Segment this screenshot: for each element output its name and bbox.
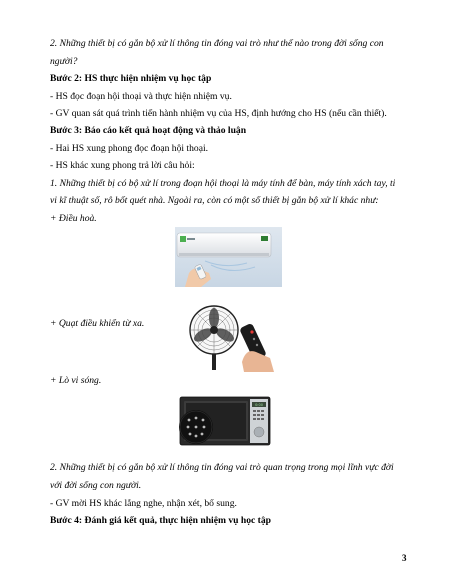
step-2-heading: Bước 2: HS thực hiện nhiệm vụ học tập [50,73,212,84]
step-3-heading: Bước 3: Báo cáo kết quả hoạt động và thảo luận [50,125,247,136]
page-number: 3 [402,553,407,563]
answer-1-line-2: vi kĩ thuật số, rô bốt quét nhà. Ngoài ra, còn có một số thiết bị gắn bộ xử lí khác như: [50,195,379,206]
step-3-item-1: - Hai HS xung phong đọc đoạn hội thoại. [50,143,209,154]
item-air-conditioner: + Điều hoà. [50,213,97,224]
answer-1-line-1: 1. Những thiết bị có bộ xử lí trong đoạn hội thoại là máy tính để bàn, máy tính xách tay, ti [50,178,396,189]
answer-2-line-1: 2. Những thiết bị có gắn bộ xử lí thông tin đóng vai trò quan trọng trong mọi lĩnh vực đời [50,462,394,473]
microwave-image [176,389,274,452]
step-3-item-2: - HS khác xung phong trả lời câu hỏi: [50,160,195,171]
item-microwave: + Lò vi sóng. [50,375,102,386]
answer-2-line-2: với đời sống con người. [50,480,142,491]
question-2-line-1: 2. Những thiết bị có gắn bộ xử lí thông tin đóng vai trò như thế nào trong đời sống con [50,38,384,49]
item-remote-fan: + Quạt điều khiển từ xa. [50,318,145,329]
step-2-item-2: - GV quan sát quá trình tiến hành nhiệm vụ của HS, định hướng cho HS (nếu cần thiết). [50,108,387,119]
step-2-item-1: - HS đọc đoạn hội thoại và thực hiện nhiệm vụ. [50,91,232,102]
remote-fan-image [180,302,275,372]
step-4-heading: Bước 4: Đánh giá kết quả, thực hiện nhiệm vụ học tập [50,515,271,526]
step-3-item-3: - GV mời HS khác lắng nghe, nhận xét, bổ sung. [50,498,237,509]
question-2-line-2: người? [50,56,78,67]
air-conditioner-image [175,227,282,287]
microwave-display: 0:00 [255,403,263,407]
